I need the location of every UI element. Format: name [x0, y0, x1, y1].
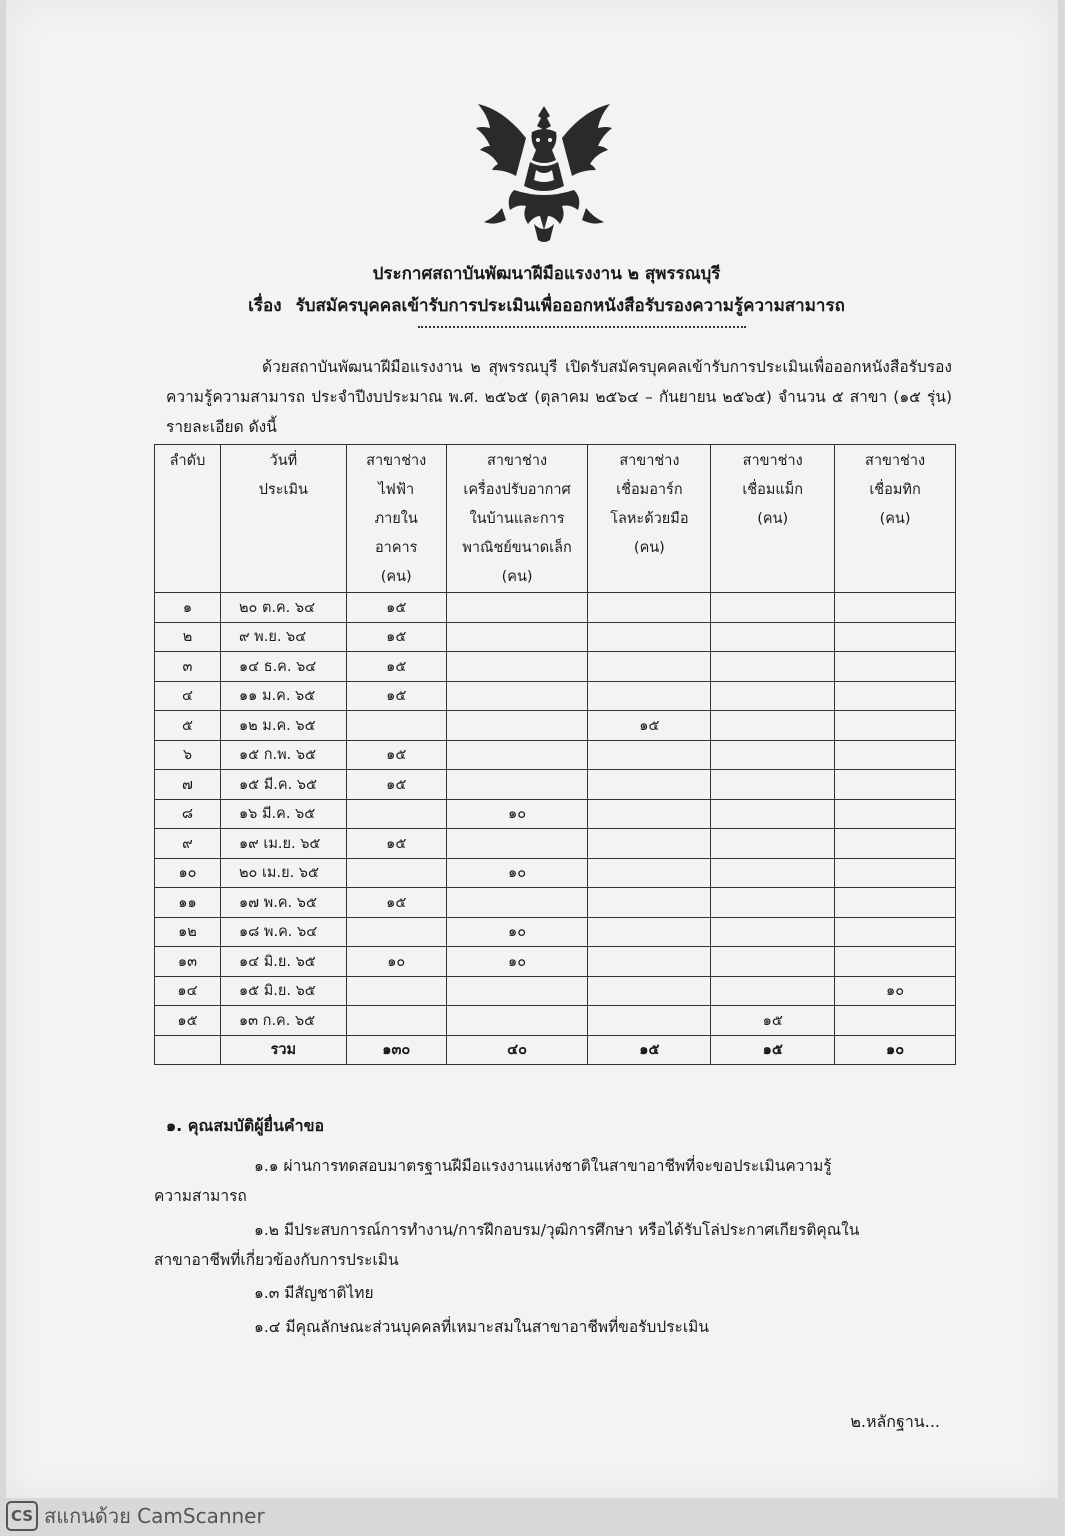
table-cell: ๑๕	[346, 652, 446, 682]
announcement-title: ประกาศสถาบันพัฒนาฝีมือแรงงาน ๒ สุพรรณบุรี	[372, 264, 721, 284]
table-cell: ๑๒ ม.ค. ๖๕	[220, 711, 346, 741]
table-cell: ๙ พ.ย. ๖๔	[220, 622, 346, 652]
table-row	[155, 681, 956, 711]
table-total-row	[155, 1035, 956, 1065]
table-cell	[711, 770, 835, 800]
column-header: สาขาช่าง เชื่อมทิก (คน)	[835, 445, 956, 593]
table-cell: ๑๔	[155, 976, 221, 1006]
table-cell	[446, 888, 588, 918]
table-cell	[446, 740, 588, 770]
table-cell: ๑๕	[346, 888, 446, 918]
table-cell: ๓	[155, 652, 221, 682]
table-cell	[588, 681, 711, 711]
table-cell: ๕	[155, 711, 221, 741]
table-cell	[588, 799, 711, 829]
column-header: สาขาช่าง เครื่องปรับอากาศ ในบ้านและการ พาณิชย์ขนาดเล็ก (คน)	[446, 445, 588, 593]
table-cell	[835, 681, 956, 711]
table-cell	[346, 711, 446, 741]
table-cell	[711, 622, 835, 652]
table-cell	[835, 1006, 956, 1036]
table-cell: ๑๕ ก.พ. ๖๕	[220, 740, 346, 770]
total-cell: ๑๕	[588, 1035, 711, 1065]
table-row	[155, 711, 956, 741]
column-header: สาขาช่าง ไฟฟ้า ภายใน อาคาร (คน)	[346, 445, 446, 593]
table-cell	[446, 1006, 588, 1036]
camscanner-icon: CS	[6, 1501, 38, 1531]
table-cell	[588, 1006, 711, 1036]
table-row	[155, 652, 956, 682]
table-cell: ๒	[155, 622, 221, 652]
table-cell	[588, 976, 711, 1006]
table-cell	[711, 858, 835, 888]
table-row	[155, 858, 956, 888]
table-row	[155, 770, 956, 800]
table-cell	[588, 947, 711, 977]
watermark-text: สแกนด้วย CamScanner	[44, 1504, 265, 1528]
intro-paragraph: ด้วยสถาบันพัฒนาฝีมือแรงงาน ๒ สุพรรณบุรี เปิดรับสมัครบุคคลเข้ารับการประเมินเพื่อออกหนังสือรับรองความรู้ความสามารถ ประจำปีงบประมาณ พ.ศ. ๒๕๖๕ (ตุลาคม ๒๕๖๔ – กันยายน ๒๕๖๕) จำนวน ๕ สาขา (๑๕ รุ่น) รายละเอียด ดังนี้	[166, 358, 952, 436]
table-cell	[711, 652, 835, 682]
table-cell	[588, 917, 711, 947]
qualification-1-2-cont: สาขาอาชีพที่เกี่ยวข้องกับการประเมิน	[154, 1251, 399, 1269]
table-cell	[835, 593, 956, 623]
total-cell: ๑๓๐	[346, 1035, 446, 1065]
table-cell: ๑๕ มี.ค. ๖๕	[220, 770, 346, 800]
table-cell: ๑๗ พ.ค. ๖๕	[220, 888, 346, 918]
table-row	[155, 593, 956, 623]
table-cell	[588, 888, 711, 918]
table-cell: ๑๕	[346, 770, 446, 800]
table-cell	[588, 858, 711, 888]
document-page	[6, 0, 1058, 1498]
table-cell: ๑๕	[346, 593, 446, 623]
table-cell: ๑๕ มิ.ย. ๖๕	[220, 976, 346, 1006]
qualification-1-4: ๑.๔ มีคุณลักษณะส่วนบุคคลที่เหมาะสมในสาขาอาชีพที่ขอรับประเมิน	[254, 1318, 709, 1336]
table-cell: ๑๕	[155, 1006, 221, 1036]
table-cell	[588, 593, 711, 623]
subject-text: รับสมัครบุคคลเข้ารับการประเมินเพื่อออกหนังสือรับรองความรู้ความสามารถ	[295, 296, 845, 316]
subject-label: เรื่อง	[248, 296, 282, 316]
table-cell: ๑๑ ม.ค. ๖๕	[220, 681, 346, 711]
table-cell	[446, 829, 588, 859]
table-cell	[835, 947, 956, 977]
table-cell	[835, 829, 956, 859]
table-cell	[346, 1006, 446, 1036]
table-cell	[711, 976, 835, 1006]
table-cell: ๑๐	[155, 858, 221, 888]
table-cell	[711, 829, 835, 859]
total-cell: ๑๐	[835, 1035, 956, 1065]
column-header: ลำดับ	[155, 445, 221, 593]
garuda-emblem	[474, 98, 614, 246]
dotted-divider	[418, 326, 746, 328]
announcement-subject	[14, 292, 1065, 319]
table-cell	[711, 888, 835, 918]
table-cell	[346, 799, 446, 829]
table-cell	[446, 681, 588, 711]
table-cell	[346, 858, 446, 888]
table-cell: ๗	[155, 770, 221, 800]
table-cell	[588, 829, 711, 859]
table-cell: ๑๖ มี.ค. ๖๕	[220, 799, 346, 829]
table-row	[155, 947, 956, 977]
table-cell	[711, 711, 835, 741]
table-cell	[346, 976, 446, 1006]
table-cell: ๑๘ พ.ค. ๖๔	[220, 917, 346, 947]
table-cell: ๑๕	[588, 711, 711, 741]
table-cell: ๒๐ ต.ค. ๖๔	[220, 593, 346, 623]
table-cell	[835, 652, 956, 682]
table-row	[155, 740, 956, 770]
table-cell	[588, 652, 711, 682]
table-cell	[588, 770, 711, 800]
column-header: วันที่ ประเมิน	[220, 445, 346, 593]
table-cell	[835, 770, 956, 800]
table-cell	[711, 740, 835, 770]
total-cell	[155, 1035, 221, 1065]
table-cell	[446, 593, 588, 623]
table-cell	[446, 622, 588, 652]
table-cell	[446, 652, 588, 682]
table-cell	[588, 622, 711, 652]
scanner-watermark	[6, 1500, 265, 1532]
table-cell	[835, 858, 956, 888]
table-cell	[711, 917, 835, 947]
table-cell	[835, 917, 956, 947]
table-cell: ๔	[155, 681, 221, 711]
table-cell: ๑๒	[155, 917, 221, 947]
table-row	[155, 622, 956, 652]
table-row	[155, 1006, 956, 1036]
table-cell	[835, 888, 956, 918]
table-cell	[446, 711, 588, 741]
table-cell	[835, 622, 956, 652]
table-cell: ๑๕	[346, 829, 446, 859]
column-header: สาขาช่าง เชื่อมแม็ก (คน)	[711, 445, 835, 593]
table-cell: ๑	[155, 593, 221, 623]
table-cell: ๘	[155, 799, 221, 829]
table-cell	[711, 681, 835, 711]
table-cell	[588, 740, 711, 770]
table-cell: ๑๓	[155, 947, 221, 977]
table-cell: ๑๐	[835, 976, 956, 1006]
table-cell: ๑๐	[446, 947, 588, 977]
qualification-1-3: ๑.๓ มีสัญชาติไทย	[254, 1284, 374, 1302]
table-cell: ๑๐	[446, 799, 588, 829]
table-row	[155, 829, 956, 859]
table-cell	[835, 711, 956, 741]
table-cell: ๒๐ เม.ย. ๖๕	[220, 858, 346, 888]
table-cell: ๑๓ ก.ค. ๖๕	[220, 1006, 346, 1036]
column-header: สาขาช่าง เชื่อมอาร์ก โลหะด้วยมือ (คน)	[588, 445, 711, 593]
qualification-1-1-cont: ความสามารถ	[154, 1187, 247, 1205]
table-cell	[711, 947, 835, 977]
table-cell	[346, 917, 446, 947]
total-cell: รวม	[220, 1035, 346, 1065]
total-cell: ๑๕	[711, 1035, 835, 1065]
table-cell: ๑๕	[346, 740, 446, 770]
qualifications-title: ๑. คุณสมบัติผู้ยื่นคำขอ	[166, 1116, 325, 1135]
table-cell: ๑๔ ธ.ค. ๖๔	[220, 652, 346, 682]
table-cell: ๑๔ มิ.ย. ๖๕	[220, 947, 346, 977]
table-row	[155, 976, 956, 1006]
table-row	[155, 917, 956, 947]
table-cell	[711, 593, 835, 623]
table-cell: ๑๐	[346, 947, 446, 977]
table-cell: ๑๕	[346, 681, 446, 711]
table-cell: ๑๐	[446, 917, 588, 947]
table-cell: ๑๑	[155, 888, 221, 918]
table-header-row	[155, 445, 956, 593]
next-page-marker: ๒.หลักฐาน...	[850, 1412, 940, 1431]
table-cell	[835, 740, 956, 770]
table-cell: ๑๙ เม.ย. ๖๕	[220, 829, 346, 859]
table-body	[155, 593, 956, 1065]
table-cell	[711, 799, 835, 829]
table-row	[155, 799, 956, 829]
qualification-1-2: ๑.๒ มีประสบการณ์การทำงาน/การฝึกอบรม/วุฒิการศึกษา หรือได้รับโล่ประกาศเกียรติคุณใน	[254, 1221, 860, 1239]
table-cell: ๖	[155, 740, 221, 770]
table-cell	[446, 976, 588, 1006]
total-cell: ๔๐	[446, 1035, 588, 1065]
qualification-1-1: ๑.๑ ผ่านการทดสอบมาตรฐานฝีมือแรงงานแห่งชาติในสาขาอาชีพที่จะขอประเมินความรู้	[254, 1157, 832, 1175]
table-cell	[835, 799, 956, 829]
table-cell: ๙	[155, 829, 221, 859]
table-cell: ๑๐	[446, 858, 588, 888]
table-cell	[446, 770, 588, 800]
assessment-schedule-table	[154, 444, 956, 1065]
table-cell: ๑๕	[346, 622, 446, 652]
table-row	[155, 888, 956, 918]
table-cell: ๑๕	[711, 1006, 835, 1036]
